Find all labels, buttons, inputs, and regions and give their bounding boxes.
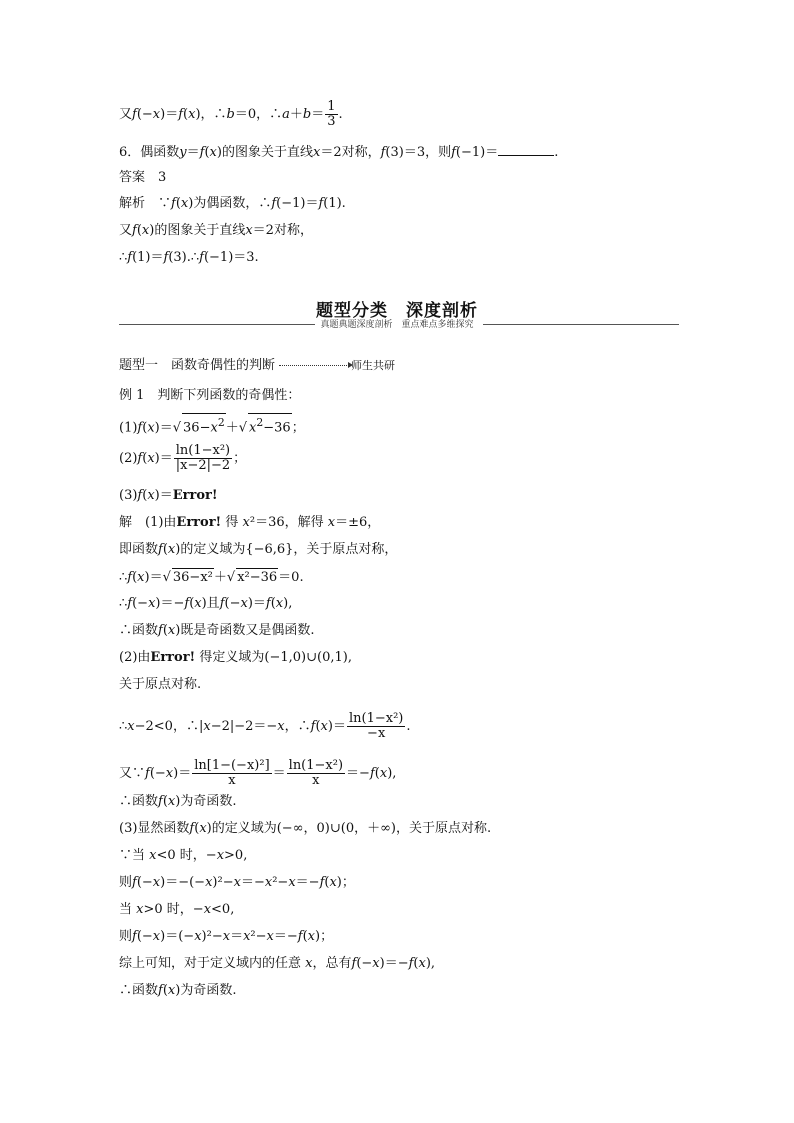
solution-line-8: ∴x−2<0，∴|x−2|−2＝−x，∴f(x)＝ $\frac{\text{ln(1−x²)}}{-x}$ . <box>119 711 411 741</box>
solution-line-3: ∴f(x)＝√ 36−x²＋√ x²−36＝0. <box>119 570 304 585</box>
topic-heading: 题型一 函数奇偶性的判断 师生共研 <box>119 358 396 373</box>
solution-line-17: ∴函数f(x)为奇函数. <box>119 983 237 998</box>
fraction-s9-a: $\frac{\text{ln[1−(−x)²]}}{x}$ <box>194 758 270 788</box>
solution-line-15: 则f(−x)＝(−x)²−x＝x²−x＝−f(x)； <box>119 929 334 944</box>
section-title: 题型分类 深度剖析 <box>316 301 478 321</box>
analysis-line-3: ∴f(1)＝f(3).∴f(−1)＝3. <box>119 250 259 265</box>
solution-line-10: ∴函数f(x)为奇函数. <box>119 794 237 809</box>
example-part-2: (2)f(x)＝ $\frac{\text{ln(1−x²)}}{|x-2|-2}$ ； <box>119 443 247 473</box>
example-part-3: (3)f(x)＝Error! <box>119 488 218 503</box>
answer-blank <box>498 143 554 156</box>
text-line-1: 又f(−x)＝f(x)，∴b＝0，∴a＋b＝ $\frac{1}{3}$ . <box>119 99 343 129</box>
solution-line-2: 即函数f(x)的定义域为{−6,6}，关于原点对称， <box>119 542 398 557</box>
solution-line-5: ∴函数f(x)既是奇函数又是偶函数. <box>119 623 315 638</box>
answer-line: 答案 3 <box>119 170 167 185</box>
sqrt-4: x²−36 <box>237 570 278 585</box>
solution-line-9: 又∵f(−x)＝ $\frac{\text{ln[1−(−x)²]}}{x}$ ＝ $\frac{\text{ln(1−x²)}}{x}$ ＝−f(x), <box>119 758 397 788</box>
fraction-p2: $\frac{\text{ln(1−x²)}}{|x-2|-2}$ <box>175 443 231 473</box>
analysis-line-1: 解析 ∵f(x)为偶函数，∴f(−1)＝f(1). <box>119 196 346 211</box>
question-6: 6．偶函数y＝f(x)的图象关于直线x＝2对称，f(3)＝3，则f(−1)＝ . <box>119 145 559 160</box>
solution-line-4: ∴f(−x)＝−f(x)且f(−x)＝f(x), <box>119 596 293 611</box>
sqrt-1: $36-x^2$ <box>182 413 226 437</box>
solution-line-12: ∵当 x<0 时，−x>0, <box>119 848 248 863</box>
solution-line-7: 关于原点对称. <box>119 677 202 692</box>
fraction-s9-b: $\frac{\text{ln(1−x²)}}{x}$ <box>288 758 344 788</box>
example-intro: 例 1 判断下列函数的奇偶性： <box>119 388 301 403</box>
solution-line-11: (3)显然函数f(x)的定义域为(−∞，0)∪(0，＋∞)，关于原点对称. <box>119 821 492 836</box>
fraction-one-third: $\frac{1}{3}$ <box>327 99 336 129</box>
solution-line-13: 则f(−x)＝−(−x)²−x＝−x²−x＝−f(x)； <box>119 875 355 890</box>
solution-line-16: 综上可知，对于定义域内的任意 x，总有f(−x)＝−f(x), <box>119 956 436 971</box>
solution-line-6: (2)由Error! 得定义域为(−1,0)∪(0,1), <box>119 650 352 665</box>
arrow-icon <box>279 365 349 366</box>
sqrt-2: $x^2-36$ <box>248 413 292 437</box>
section-subtitle: 真题典题深度剖析 重点难点多维探究 <box>320 320 474 330</box>
solution-line-14: 当 x>0 时，−x<0, <box>119 902 235 917</box>
sqrt-3: 36−x² <box>172 570 213 585</box>
solution-line-1: 解 (1)由Error! 得 x²＝36，解得 x＝±6， <box>119 515 381 530</box>
analysis-line-2: 又f(x)的图象关于直线x＝2对称， <box>119 223 313 238</box>
example-part-1: (1)f(x)＝√ $36-x^2+√$ $x^2-36$； <box>119 413 305 437</box>
fraction-s8: $\frac{\text{ln(1−x²)}}{-x}$ <box>348 711 404 741</box>
